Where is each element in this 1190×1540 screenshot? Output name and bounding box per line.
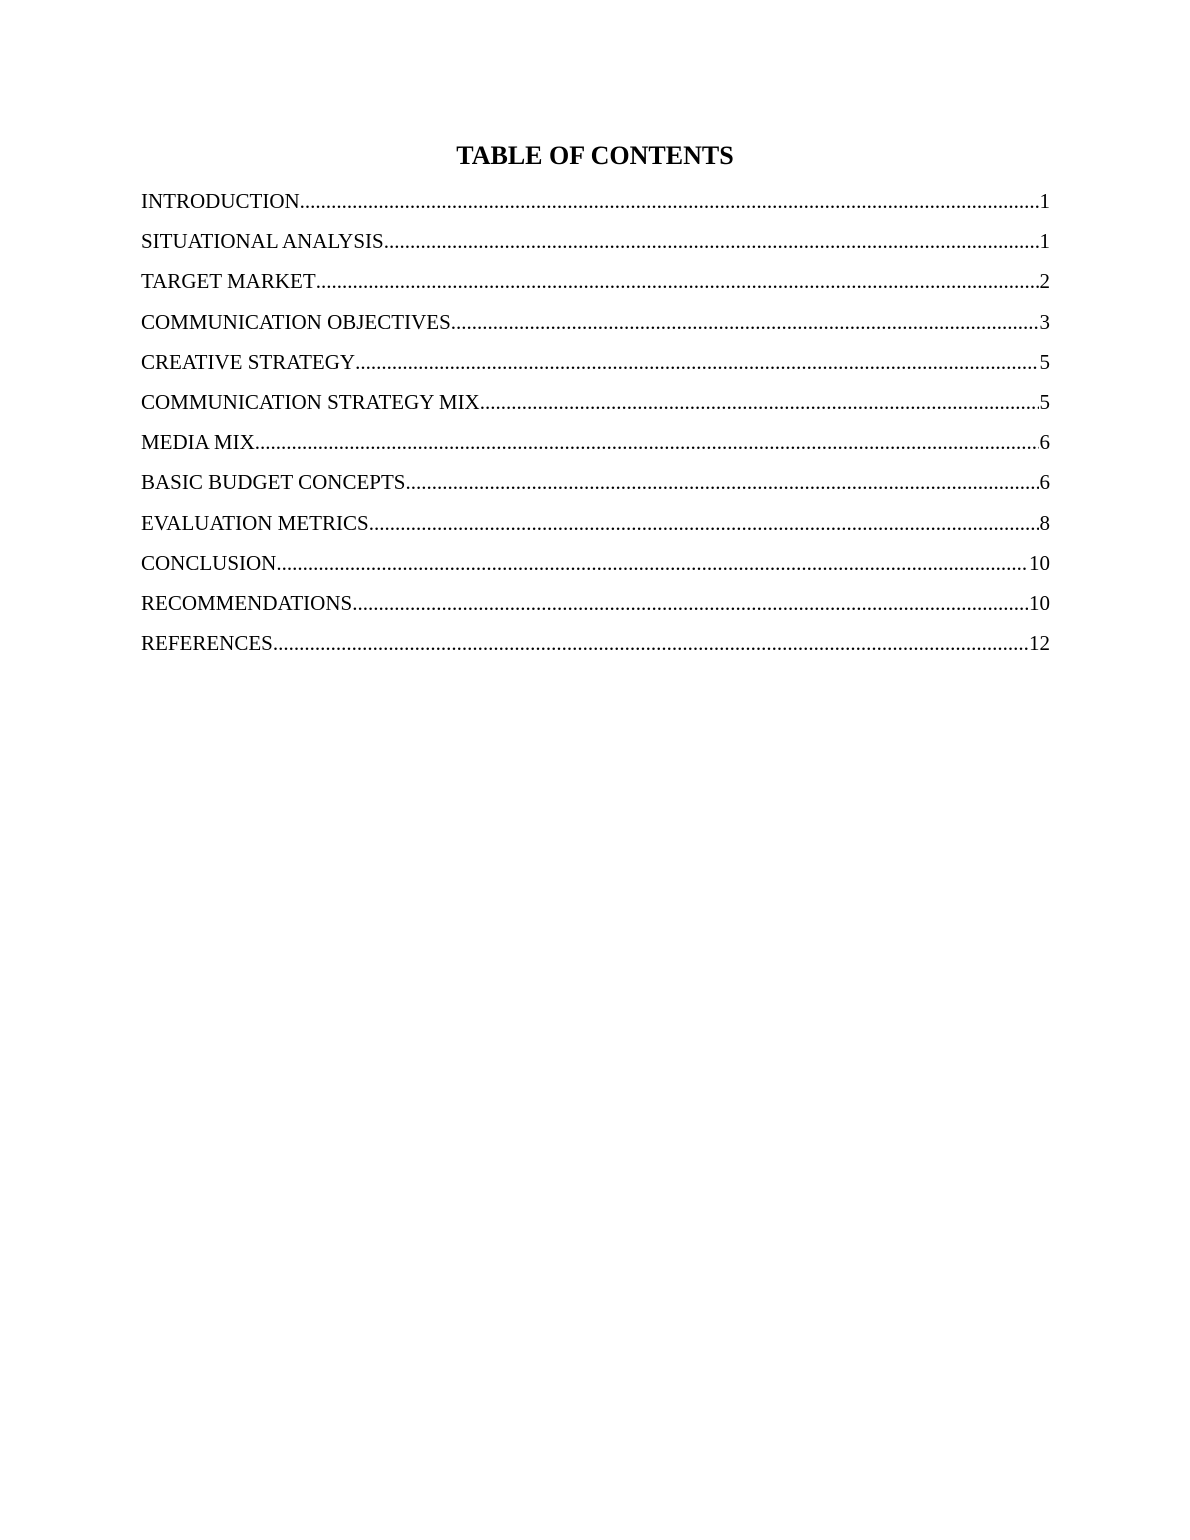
toc-leader-dots bbox=[273, 626, 1028, 660]
toc-entry-introduction[interactable] bbox=[141, 184, 1050, 224]
toc-entry-page: 12 bbox=[1029, 631, 1050, 656]
toc-entry-basic-budget-concepts[interactable] bbox=[141, 465, 1050, 505]
toc-entry-label: COMMUNICATION STRATEGY MIX bbox=[141, 389, 480, 414]
toc-leader-dots bbox=[300, 184, 1039, 218]
toc-entry-page: 1 bbox=[1039, 189, 1050, 213]
toc-entry-target-market[interactable] bbox=[141, 264, 1050, 304]
toc-entry-label: EVALUATION METRICS bbox=[141, 510, 369, 535]
toc-entry-label: RECOMMENDATIONS bbox=[141, 590, 353, 615]
toc-entry-page: 1 bbox=[1039, 229, 1050, 254]
toc-leader-dots bbox=[276, 546, 1028, 580]
toc-entry-evaluation-metrics[interactable] bbox=[141, 506, 1050, 546]
toc-entry-page: 5 bbox=[1039, 349, 1050, 374]
toc-entry-communication-strategy-mix[interactable] bbox=[141, 385, 1050, 425]
toc-leader-dots bbox=[255, 425, 1039, 459]
toc-entry-page: 2 bbox=[1039, 269, 1050, 294]
toc-entry-page: 10 bbox=[1029, 550, 1050, 575]
toc-leader-dots bbox=[352, 586, 1028, 620]
toc-entry-page: 5 bbox=[1039, 389, 1050, 414]
toc-entry-media-mix[interactable] bbox=[141, 425, 1050, 465]
toc-entry-page: 8 bbox=[1039, 510, 1050, 535]
toc-entry-situational-analysis[interactable] bbox=[141, 224, 1050, 264]
toc-entry-label: BASIC BUDGET CONCEPTS bbox=[141, 470, 406, 495]
toc-leader-dots bbox=[451, 305, 1039, 339]
toc-entry-label: REFERENCES bbox=[141, 631, 273, 656]
toc-entry-label: CONCLUSION bbox=[141, 550, 277, 575]
toc-entry-label: INTRODUCTION bbox=[141, 189, 300, 213]
toc-leader-dots bbox=[316, 264, 1039, 298]
toc-leader-dots bbox=[369, 506, 1039, 540]
toc-entry-recommendations[interactable] bbox=[141, 586, 1050, 626]
toc-leader-dots bbox=[480, 385, 1039, 419]
toc-list bbox=[141, 184, 1050, 666]
toc-leader-dots bbox=[355, 345, 1038, 379]
toc-entry-references[interactable] bbox=[141, 626, 1050, 666]
toc-entry-page: 10 bbox=[1029, 590, 1050, 615]
toc-entry-page: 3 bbox=[1039, 309, 1050, 334]
toc-entry-label: TARGET MARKET bbox=[141, 269, 316, 294]
toc-entry-page: 6 bbox=[1039, 430, 1050, 455]
toc-leader-dots bbox=[384, 224, 1039, 258]
toc-entry-conclusion[interactable] bbox=[141, 546, 1050, 586]
toc-entry-page: 6 bbox=[1039, 470, 1050, 495]
toc-entry-label: SITUATIONAL ANALYSIS bbox=[141, 229, 384, 254]
toc-entry-label: MEDIA MIX bbox=[141, 430, 255, 455]
toc-entry-label: COMMUNICATION OBJECTIVES bbox=[141, 309, 451, 334]
toc-entry-creative-strategy[interactable] bbox=[141, 345, 1050, 385]
toc-title: TABLE OF CONTENTS bbox=[456, 141, 734, 170]
toc-entry-label: CREATIVE STRATEGY bbox=[141, 349, 356, 374]
toc-entry-communication-objectives[interactable] bbox=[141, 305, 1050, 345]
toc-leader-dots bbox=[406, 465, 1039, 499]
